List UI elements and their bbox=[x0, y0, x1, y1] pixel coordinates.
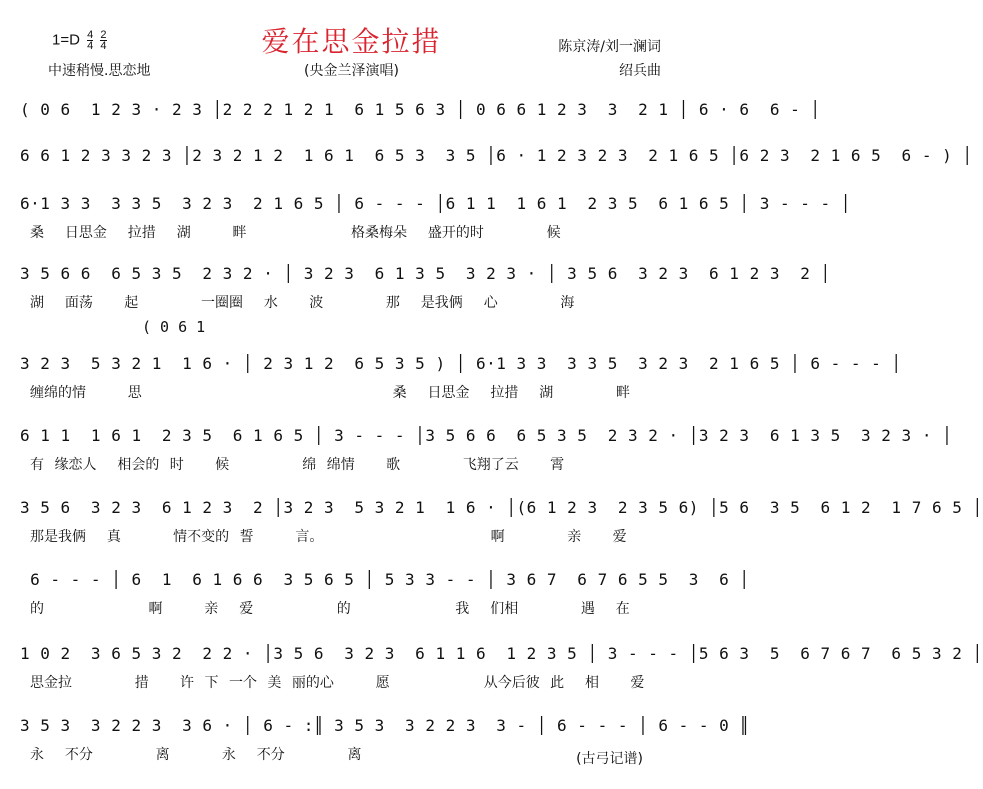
score-row-8 bbox=[20, 570, 750, 630]
lyrics-line: 桑 日思金 拉措 湖 畔 格桑梅朵 盛开的时 候 bbox=[30, 225, 561, 241]
lyrics-line: 思金拉 措 许 下 一个 美 丽的心 愿 从今后彼 此 相 爱 bbox=[30, 675, 645, 691]
notation-line: 6 1 1 1 6 1 2 3 5 6 1 6 5 │ 3 - - - │3 5 6 6 6 5 3 5 2 3 2 · │3 2 3 6 1 3 5 3 2 3 · │ bbox=[20, 426, 953, 445]
time-sig-numerator: 2 bbox=[100, 29, 107, 41]
score-row-9 bbox=[20, 644, 983, 704]
score-row-3 bbox=[20, 194, 851, 254]
notation-line: 1 0 2 3 6 5 3 2 2 2 · │3 5 6 3 2 3 6 1 1 6 1 2 3 5 │ 3 - - - │5 6 3 5 6 7 6 7 6 5 3 2 │ bbox=[20, 644, 983, 663]
performer: (央金兰泽演唱) bbox=[304, 63, 399, 79]
notation-line: 3 5 6 6 6 5 3 5 2 3 2 · │ 3 2 3 6 1 3 5 3 2 3 · │ 3 5 6 3 2 3 6 1 2 3 2 │ bbox=[20, 264, 831, 283]
score-row-6 bbox=[20, 426, 953, 486]
score-row-7 bbox=[20, 498, 983, 558]
score-row-4 bbox=[20, 264, 831, 324]
notation-line: ( 0 6 1 2 3 · 2 3 │2 2 2 1 2 1 6 1 5 6 3 │ 0 6 6 1 2 3 3 2 1 │ 6 · 6 6 - │ bbox=[20, 100, 821, 119]
score-row-5 bbox=[20, 354, 902, 414]
notation-line: 6 - - - │ 6 1 6 1 6 6 3 5 6 5 │ 5 3 3 - - │ 3 6 7 6 7 6 5 5 3 6 │ bbox=[20, 570, 750, 589]
lyrics-line: 有 缘恋人 相会的 时 候 绵 绵情 歌 飞翔了云 霄 bbox=[30, 457, 565, 473]
time-sig-denominator: 4 bbox=[100, 40, 107, 52]
lyrics-line: 的 啊 亲 爱 的 我 们相 遇 在 bbox=[30, 601, 630, 617]
lyrics-line: 永 不分 离 永 不分 离 bbox=[30, 747, 362, 763]
notation-line: 6·1 3 3 3 3 5 3 2 3 2 1 6 5 │ 6 - - - │6 1 1 1 6 1 2 3 5 6 1 6 5 │ 3 - - - │ bbox=[20, 194, 851, 213]
song-title: 爱在思金拉措 bbox=[261, 25, 442, 58]
bracket-insert-061: ( 0 6 1 bbox=[142, 318, 206, 336]
time-sig-denominator: 4 bbox=[87, 40, 94, 52]
transcriber-credit: (古弓记谱) bbox=[576, 751, 643, 767]
lyrics-line: 湖 面荡 起 一圈圈 水 波 那 是我俩 心 海 bbox=[30, 295, 575, 311]
tempo-marking: 中速稍慢.思恋地 bbox=[48, 63, 151, 79]
lyrics-line: 那是我俩 真 情不变的 誓 言。 啊 亲 爱 bbox=[30, 529, 627, 545]
notation-line: 3 5 3 3 2 2 3 3 6 · │ 6 - :║ 3 5 3 3 2 2 3 3 - │ 6 - - - │ 6 - - 0 ║ bbox=[20, 716, 750, 735]
lyrics-line: 缠绵的情 思 桑 日思金 拉措 湖 畔 bbox=[30, 385, 631, 401]
key-text: 1=D bbox=[52, 31, 80, 49]
notation-line: 3 5 6 3 2 3 6 1 2 3 2 │3 2 3 5 3 2 1 1 6 · │(6 1 2 3 2 3 5 6) │5 6 3 5 6 1 2 1 7 6 5 │ bbox=[20, 498, 983, 517]
composer-credit: 绍兵曲 bbox=[619, 63, 661, 79]
notation-line: 6 6 1 2 3 3 2 3 │2 3 2 1 2 1 6 1 6 5 3 3 5 │6 · 1 2 3 2 3 2 1 6 5 │6 2 3 2 1 6 5 6 - ) │ bbox=[20, 146, 973, 165]
notation-line: 3 2 3 5 3 2 1 1 6 · │ 2 3 1 2 6 5 3 5 ) │ 6·1 3 3 3 3 5 3 2 3 2 1 6 5 │ 6 - - - │ bbox=[20, 354, 902, 373]
time-sig-numerator: 4 bbox=[87, 29, 94, 41]
lyricist-credit: 陈京涛/刘一澜词 bbox=[558, 39, 661, 55]
